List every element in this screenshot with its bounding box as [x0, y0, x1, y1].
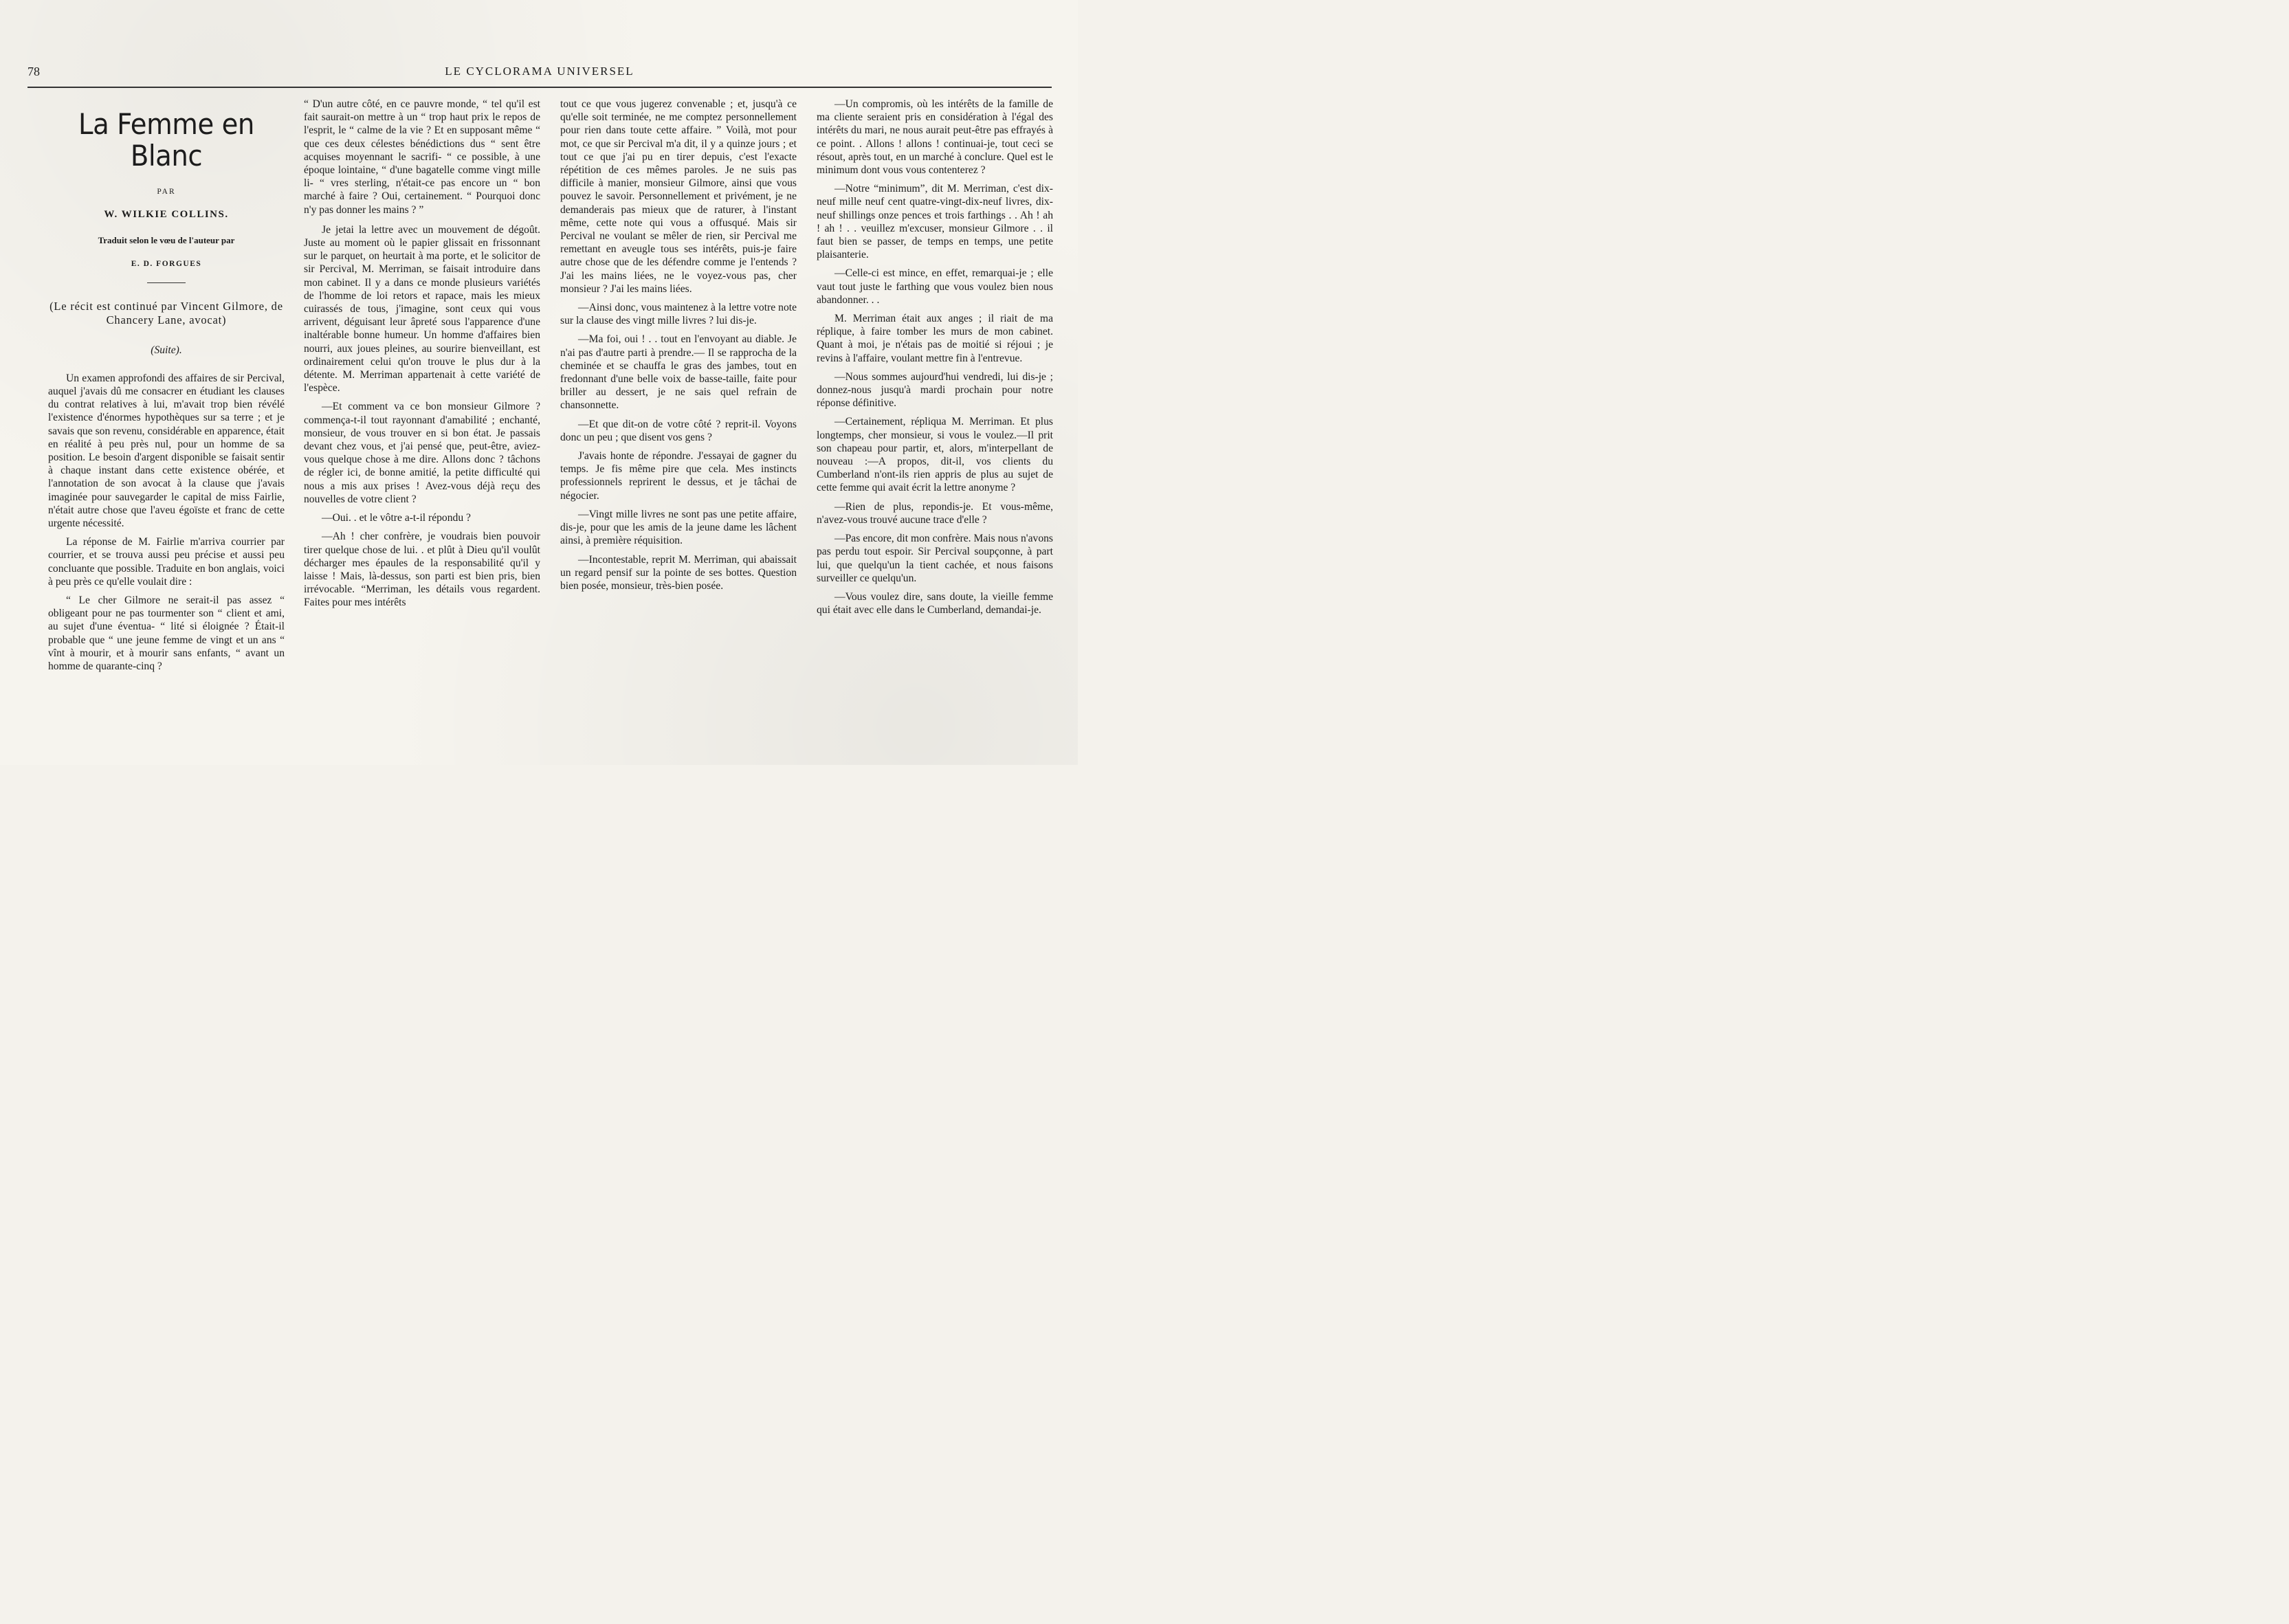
newspaper-page — [0, 0, 1078, 765]
paragraph: Je jetai la lettre avec un mouvement de dégoût. Juste au moment où le papier glissait en frissonnant sur le parquet, on heurtait à ma porte, et le solicitor de sir Percival, M. Merriman, se faisait introduire dans mon cabinet. Il y a dans ce monde plusieurs variétés de l'homme de loi retors et rapace, mais les mieux cuirassés de tous, j'imagine, sont ceux qui vous arrivent, déguisant leur âpreté sous l'apparence d'une inaltérable bonne humeur. Un homme d'affaires bien nourri, aux joues pleines, au sourire bienveillant, est ordinairement celui qu'on trouve le plus dur à la détente. M. Merriman appartenait à cette variété de l'espèce. — [304, 223, 540, 394]
paragraph: —Ma foi, oui ! . . tout en l'envoyant au diable. Je n'ai pas d'autre parti à prendre.— Il se rapprocha de la cheminée et se chauffa le gras des jambes, tout en fredonnant d'une belle voix de basse-taille, faite pour briller au dessert, je ne sais quel refrain de chansonnette. — [560, 333, 797, 412]
paragraph: —Et que dit-on de votre côté ? reprit-il. Voyons donc un peu ; que disent vos gens ? — [560, 418, 797, 443]
narrator-note: (Le récit est continué par Vincent Gilmore, de Chancery Lane, avocat) — [49, 299, 283, 326]
paragraph: —Et comment va ce bon monsieur Gilmore ? commença-t-il tout rayonnant d'amabilité ; enchanté, monsieur, de vous trouver en si bon état. Je passais devant chez vous, et j'ai pensé que, peut-être, aviez-vous quelque chose à me dire. Allons donc ? tâchons de régler ici, de bonne amitié, la petite difficulté qui nous a mis aux prises ! Avez-vous déjà reçu des nouvelles de votre client ? — [304, 401, 540, 505]
paragraph: —Ah ! cher confrère, je voudrais bien pouvoir tirer quelque chose de lui. . et plût à Dieu qu'il voulût décharger mes épaules de la responsabilité qu'il y laisse ! Mais, là-dessus, son parti est bien pris, bien irrévocable. “Merriman, les détails vous regardent. Faites pour mes intérêts — [304, 531, 540, 609]
paragraph: —Un compromis, où les intérêts de la famille de ma cliente seraient pris en considération à l'égal des intérêts du mari, ne nous aurait peut-être pas effrayés à ce point. . Allons ! allons ! continuai-je, tout ceci se résout, après tout, en un marché à conclure. Quel est le minimum dont vous vous contenterez ? — [817, 98, 1053, 177]
journal-title: LE CYCLORAMA UNIVERSEL — [445, 65, 634, 78]
author-name: W. WILKIE COLLINS. — [104, 209, 229, 221]
article-title: La Femme en Blanc — [78, 107, 254, 173]
byline-par: PAR — [157, 188, 176, 196]
paragraph: —Notre “minimum”, dit M. Merriman, c'est dix-neuf mille neuf cent quatre-vingt-dix-neuf livres, dix-neuf shillings onze pences et trois farthings . . Ah ! ah ! ah ! . . veuillez m'excuser, monsieur Gilmore . . il faut bien se passer, de temps en temps, une petite plaisanterie. — [817, 183, 1053, 261]
translation-note: Traduit selon le vœu de l'auteur par — [98, 235, 235, 246]
running-head — [27, 65, 1052, 81]
column-2 — [304, 98, 540, 610]
paragraph-quote: “ D'un autre côté, en ce pauvre monde, “ tel qu'il est fait saurait-on mettre à un “ trop haut prix le repos de l'esprit, le “ calme de la vie ? Et en supposant même “ que ces deux célestes bénédictions dus “ sent être acquises moyennant le sacrifi- “ ce possible, à une époque lointaine, “ d'une bagatelle comme vingt mille li- “ vres sterling, n'était-ce pas encore un “ bon marché à faire ? Oui, certainement. “ Pourquoi donc n'y pas donner les mains ? ” — [304, 98, 540, 216]
paragraph: —Certainement, répliqua M. Merriman. Et plus longtemps, cher monsieur, si vous le voulez.—Il prit son chapeau pour partir, et, alors, m'interpellant de nouveau :—A propos, dit-il, vos clients du Cumberland n'ont-ils rien appris de plus au sujet de cette femme qui avait écrit la lettre anonyme ? — [817, 416, 1053, 494]
paragraph: —Celle-ci est mince, en effet, remarquai-je ; elle vaut tout juste le farthing que vous voulez bien nous abandonner. . . — [817, 267, 1053, 306]
title-divider — [147, 282, 186, 283]
paragraph: La réponse de M. Fairlie m'arriva courrier par courrier, et se trouva aussi peu précise et aussi peu concluante que possible. Traduite en bon anglais, voici à peu près ce qu'elle voulait dire : — [48, 536, 285, 588]
paragraph: —Pas encore, dit mon confrère. Mais nous n'avons pas perdu tout espoir. Sir Percival soupçonne, à part lui, que quelqu'un la tient cachée, et nous faisons surveiller ce quelqu'un. — [817, 533, 1053, 584]
header-rule — [27, 87, 1052, 88]
page-number: 78 — [27, 65, 40, 78]
paragraph-quote: “ Le cher Gilmore ne serait-il pas assez “ obligeant pour ne pas tourmenter son “ client et ami, au sujet d'une éventua- “ lité si éloignée ? Était-il probable que “ une jeune femme de vingt et un ans “ vînt à mourir, et à mourir sans enfants, “ avant un homme de quarante-cinq ? — [48, 594, 285, 673]
continuation-label: (Suite). — [151, 344, 182, 356]
paragraph: —Incontestable, reprit M. Merriman, qui abaissait un regard pensif sur la pointe de ses bottes. Question bien posée, monsieur, très-bien posée. — [560, 553, 797, 592]
paragraph: tout ce que vous jugerez convenable ; et, jusqu'à ce qu'elle soit terminée, ne me comptez personnellement pour rien dans toute cette affaire. ” Voilà, mot pour mot, ce que sir Percival m'a dit, il y a quinze jours ; et tout ce que j'ai pu en tirer depuis, c'est l'exacte répétition de ces mêmes paroles. Je ne suis pas difficile à manier, monsieur Gilmore, ainsi que vous pouvez le savoir. Personnellement et privément, je ne demanderais pas mieux que de raturer, à l'instant même, cette note qui vous a offusqué. Mais sir Percival ne voulant se mêler de rien, sir Percival me remettant en aveugle tous ses intérêts, puis-je faire autre chose que de les défendre comme je l'entends ? J'ai les mains liées, ne le voyez-vous pas, cher monsieur ? J'ai les mains liées. — [560, 98, 797, 295]
translator-name: E. D. FORGUES — [131, 260, 202, 269]
column-3 — [560, 98, 797, 592]
paragraph: Un examen approfondi des affaires de sir Percival, auquel j'avais dû me consacrer en étudiant les clauses du contrat relatives à lui, m'avait trop bien révélé l'existence d'énormes hypothèques sur sa terre ; et je savais que son revenu, considérable en apparence, était en réalité à peu près nul, pour un homme de sa position. Le besoin d'argent disponible se faisait sentir à chaque instant dans cette existence obérée, et l'annotation de son avocat à la clause que j'avais imaginée pour sauvegarder le capital de miss Fairlie, n'était autre chose que l'aveu égoïste et franc de cette urgente nécessité. — [48, 372, 285, 530]
paragraph: —Oui. . et le vôtre a-t-il répondu ? — [322, 512, 471, 524]
paragraph: M. Merriman était aux anges ; il riait de ma réplique, à faire tomber les murs de mon cabinet. Quant à moi, je n'étais pas de moitié si réjoui ; je revins à l'affaire, voulant mettre fin à l'entrevue. — [817, 313, 1053, 364]
paragraph: —Nous sommes aujourd'hui vendredi, lui dis-je ; donnez-nous jusqu'à mardi prochain pour notre réponse définitive. — [817, 370, 1053, 410]
paragraph: —Vous voulez dire, sans doute, la vieille femme qui était avec elle dans le Cumberland, demandai-je. — [817, 590, 1053, 616]
column-4 — [817, 98, 1053, 616]
paragraph: —Vingt mille livres ne sont pas une petite affaire, dis-je, pour que les amis de la jeune dame les lâchent ainsi, à première réquisition. — [560, 508, 797, 547]
paragraph: J'avais honte de répondre. J'essayai de gagner du temps. Je fis même pire que cela. Mes instincts professionnels reprirent le dessus, et je tâchai de négocier. — [560, 450, 797, 502]
paragraph: —Ainsi donc, vous maintenez à la lettre votre note sur la clause des vingt mille livres ? lui dis-je. — [560, 302, 797, 327]
column-1 — [48, 103, 285, 673]
paragraph: —Rien de plus, repondis-je. Et vous-même, n'avez-vous trouvé aucune trace d'elle ? — [817, 500, 1053, 526]
